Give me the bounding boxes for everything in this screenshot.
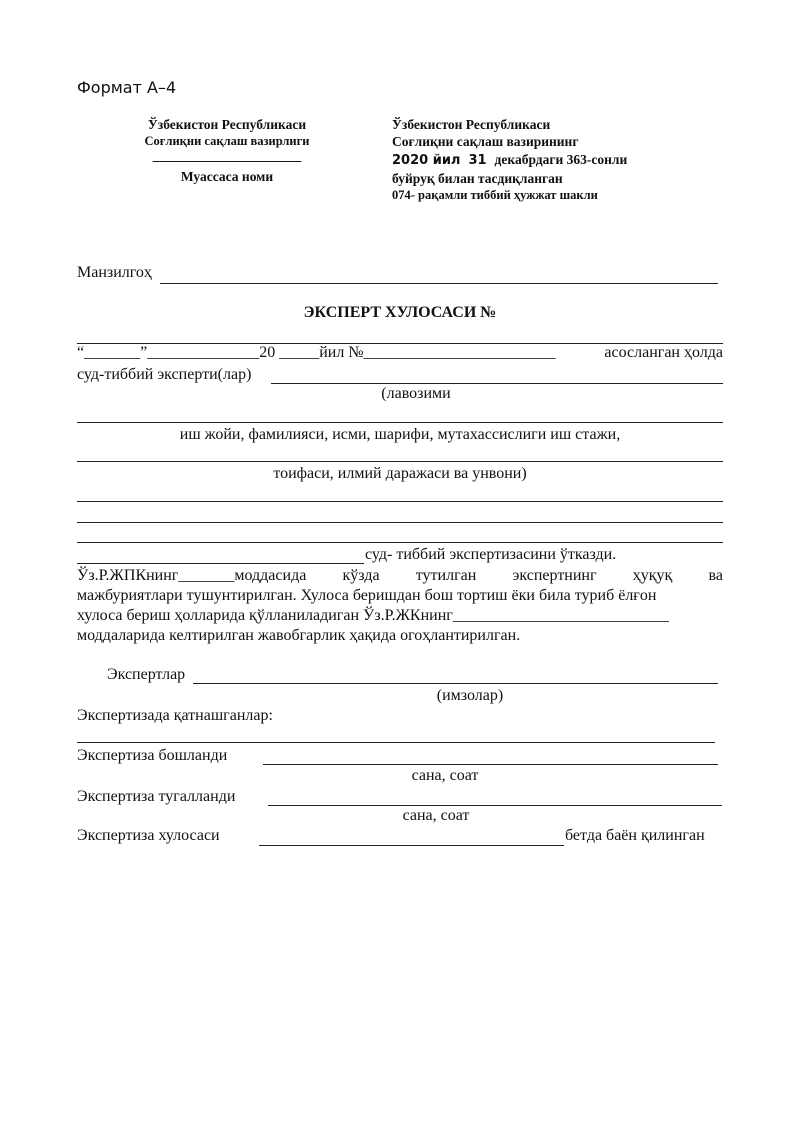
header-right-approved: буйруқ билан тасдиқланган — [392, 171, 563, 186]
experts-label: суд-тиббий эксперти(лар) — [77, 366, 252, 383]
criminal-code-article-field[interactable]: ___________________________ — [452, 607, 669, 624]
rights-word-5: ва — [708, 567, 723, 584]
format-label: Формат А–4 — [77, 78, 177, 97]
end-caption: сана, соат — [402, 807, 470, 824]
header-right — [392, 116, 692, 204]
rights-line-4: моддаларида келтирилган жавобгарлик ҳақида огоҳлантирилган. — [77, 627, 521, 644]
day-field[interactable]: _______ — [84, 344, 141, 361]
header-right-republic: Ўзбекистон Республикаси — [392, 117, 551, 132]
basis-tail: асосланган ҳолда — [604, 344, 723, 361]
position-field[interactable] — [77, 422, 723, 423]
header-left-underline: ______________________ — [152, 148, 302, 163]
rights-word-2: тутилган — [415, 567, 477, 584]
criminal-code-ref: хулоса бериш ҳолларида қўлланиладиган Ўз.Р.ЖКнинг — [77, 607, 453, 624]
institution-name-caption: Муассаса номи — [180, 169, 274, 184]
rights-line-1 — [77, 566, 723, 586]
start-field[interactable] — [263, 764, 718, 765]
order-day: 31 — [468, 153, 487, 168]
conclusion-tail: бетда баён қилинган — [565, 827, 705, 844]
close-quote: ” — [140, 344, 148, 361]
order-number: декабрдаги 363-сонли — [494, 152, 628, 167]
start-caption: сана, соат — [411, 767, 479, 784]
rights-word-3: экспертнинг — [512, 567, 597, 584]
date-row — [77, 344, 723, 362]
document-title: ЭКСПЕРТ ХУЛОСАСИ № — [303, 304, 497, 321]
header-left-republic: Ўзбекистон Республикаси — [147, 117, 307, 132]
participants-field[interactable] — [77, 742, 715, 743]
rights-line-3 — [77, 606, 723, 626]
experts-row — [77, 366, 251, 384]
address-label: Манзилгоҳ — [77, 264, 152, 281]
conclusion-label: Экспертиза хулосаси — [77, 827, 220, 844]
participants-label: Экспертизада қатнашганлар: — [77, 707, 273, 724]
header-right-ministry: Соғлиқни сақлаш вазирининг — [392, 134, 579, 149]
start-label: Экспертиза бошланди — [77, 747, 228, 764]
year-field[interactable]: _____ — [279, 344, 320, 361]
address-field[interactable] — [160, 283, 718, 284]
rights-word-article: моддасида — [234, 567, 307, 584]
cpc-ref: Ўз.Р.ЖПКнинг — [77, 567, 179, 584]
category-field-3[interactable] — [77, 542, 723, 543]
header-right-form-number: 074- рақамли тиббий ҳужжат шакли — [392, 188, 598, 202]
address-row — [77, 264, 152, 282]
header-left — [118, 116, 336, 185]
header-left-ministry: Соғлиқни сақлаш вазирлиги — [144, 134, 310, 148]
rights-line-2: мажбуриятлари тушунтирилган. Хулоса беришдан бош тортиш ёки била туриб ёлғон — [77, 587, 657, 604]
year-word: йил № — [319, 344, 364, 361]
month-field[interactable]: ______________ — [147, 344, 260, 361]
experts-signature-label: Экспертлар — [107, 666, 186, 683]
conclusion-pages-field[interactable] — [259, 845, 564, 846]
workplace-field[interactable] — [77, 461, 723, 462]
category-field-1[interactable] — [77, 501, 723, 502]
rights-word-1: кўзда — [342, 567, 380, 584]
category-field-2[interactable] — [77, 522, 723, 523]
expertise-type-field[interactable] — [77, 563, 364, 564]
order-year: 2020 йил — [392, 153, 461, 168]
caption-category: тоифаси, илмий даражаси ва унвони) — [273, 465, 527, 482]
conducted-text: суд- тиббий экспертизасини ўтказди. — [365, 546, 617, 563]
cpc-article-field[interactable]: _______ — [178, 567, 235, 584]
end-label: Экспертиза тугалланди — [77, 788, 236, 805]
rights-paragraph — [77, 566, 723, 646]
basis-number-field[interactable]: ________________________ — [363, 344, 556, 361]
caption-position: (лавозими — [381, 385, 451, 402]
open-quote: “ — [77, 344, 85, 361]
end-field[interactable] — [268, 805, 722, 806]
caption-workplace: иш жойи, фамилияси, исми, шарифи, мутахассислиги иш стажи, — [179, 426, 621, 443]
header-right-date-line — [392, 150, 692, 170]
experts-field[interactable] — [271, 383, 723, 384]
rights-word-4: ҳуқуқ — [632, 567, 673, 584]
signatures-caption: (имзолар) — [436, 687, 504, 704]
signatures-field[interactable] — [193, 683, 718, 684]
year-prefix: 20 — [259, 344, 276, 361]
